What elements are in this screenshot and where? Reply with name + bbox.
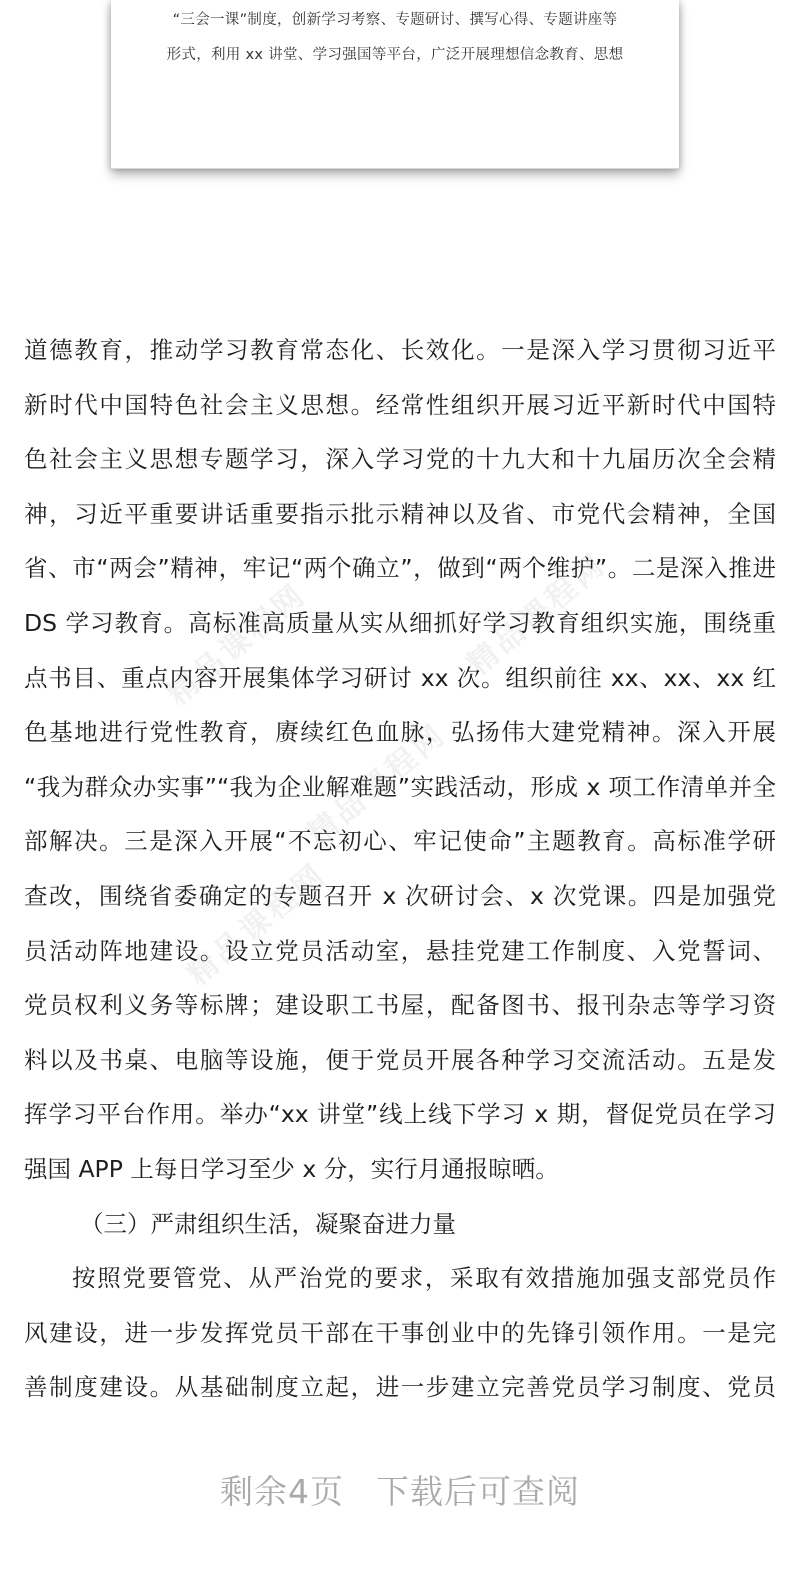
- paragraph-line: 省、市“两会”精神，牢记“两个确立”，做到“两个维护”。二是深入推进: [24, 554, 776, 583]
- paragraph-line: DS 学习教育。高标准高质量从实从细抓好学习教育组织实施，围绕重: [24, 608, 776, 637]
- section-heading: （三）严肃组织生活，凝聚奋进力量: [80, 1209, 456, 1238]
- paragraph-line: 按照党要管党、从严治党的要求，采取有效措施加强支部党员作: [72, 1264, 776, 1293]
- watermark: 精品课程网: [460, 546, 614, 683]
- preview-card-line-2: 形式，利用 xx 讲堂、学习强国等平台，广泛开展理想信念教育、思想: [166, 47, 624, 63]
- document-body: [24, 323, 776, 1415]
- paragraph-line: 料以及书桌、电脑等设施，便于党员开展各种学习交流活动。五是发: [24, 1045, 776, 1074]
- paragraph-line: 色社会主义思想专题学习，深入学习党的十九大和十九届历次全会精: [24, 445, 776, 474]
- paragraph-line: 强国 APP 上每日学习至少 x 分，实行月通报晾晒。: [24, 1154, 559, 1183]
- paragraph-line: 风建设，进一步发挥党员干部在干事创业中的先锋引领作用。一是完: [24, 1318, 776, 1347]
- preview-card: [111, 0, 679, 169]
- remaining-pages-banner[interactable]: [0, 1466, 800, 1513]
- paragraph-line: 神，习近平重要讲话重要指示批示精神以及省、市党代会精神，全国: [24, 499, 776, 528]
- watermark: 精品课程网: [180, 856, 334, 993]
- paragraph-line: 点书目、重点内容开展集体学习研讨 xx 次。组织前往 xx、xx、xx 红: [24, 663, 776, 692]
- watermark: 精品课程网: [300, 716, 454, 853]
- watermark: 精品课程网: [160, 576, 314, 713]
- paragraph-line: 党员权利义务等标牌；建设职工书屋，配备图书、报刊杂志等学习资: [24, 991, 776, 1020]
- paragraph-line: 员活动阵地建设。设立党员活动室，悬挂党建工作制度、入党誓词、: [24, 936, 776, 965]
- preview-card-line-1: “三会一课”制度，创新学习考察、专题研讨、撰写心得、专题讲座等: [172, 12, 618, 28]
- paragraph-line: 新时代中国特色社会主义思想。经常性组织开展习近平新时代中国特: [24, 390, 776, 419]
- paragraph-line: 挥学习平台作用。举办“xx 讲堂”线上线下学习 x 期，督促党员在学习: [24, 1100, 776, 1129]
- paragraph-line: 善制度建设。从基础制度立起，进一步建立完善党员学习制度、党员: [24, 1373, 776, 1402]
- remaining-pages-label: 剩余4页: [220, 1472, 344, 1511]
- paragraph-line: “我为群众办实事”“我为企业解难题”实践活动，形成 x 项工作清单并全: [24, 772, 776, 801]
- paragraph-line: 色基地进行党性教育，赓续红色血脉，弘扬伟大建党精神。深入开展: [24, 718, 776, 747]
- paragraph-line: 查改，围绕省委确定的专题召开 x 次研讨会、x 次党课。四是加强党: [24, 881, 776, 910]
- paragraph-line: 道德教育，推动学习教育常态化、长效化。一是深入学习贯彻习近平: [24, 336, 776, 364]
- paragraph-line: 部解决。三是深入开展“不忘初心、牢记使命”主题教育。高标准学研: [24, 827, 776, 856]
- download-hint-label: 下载后可查阅: [376, 1472, 580, 1511]
